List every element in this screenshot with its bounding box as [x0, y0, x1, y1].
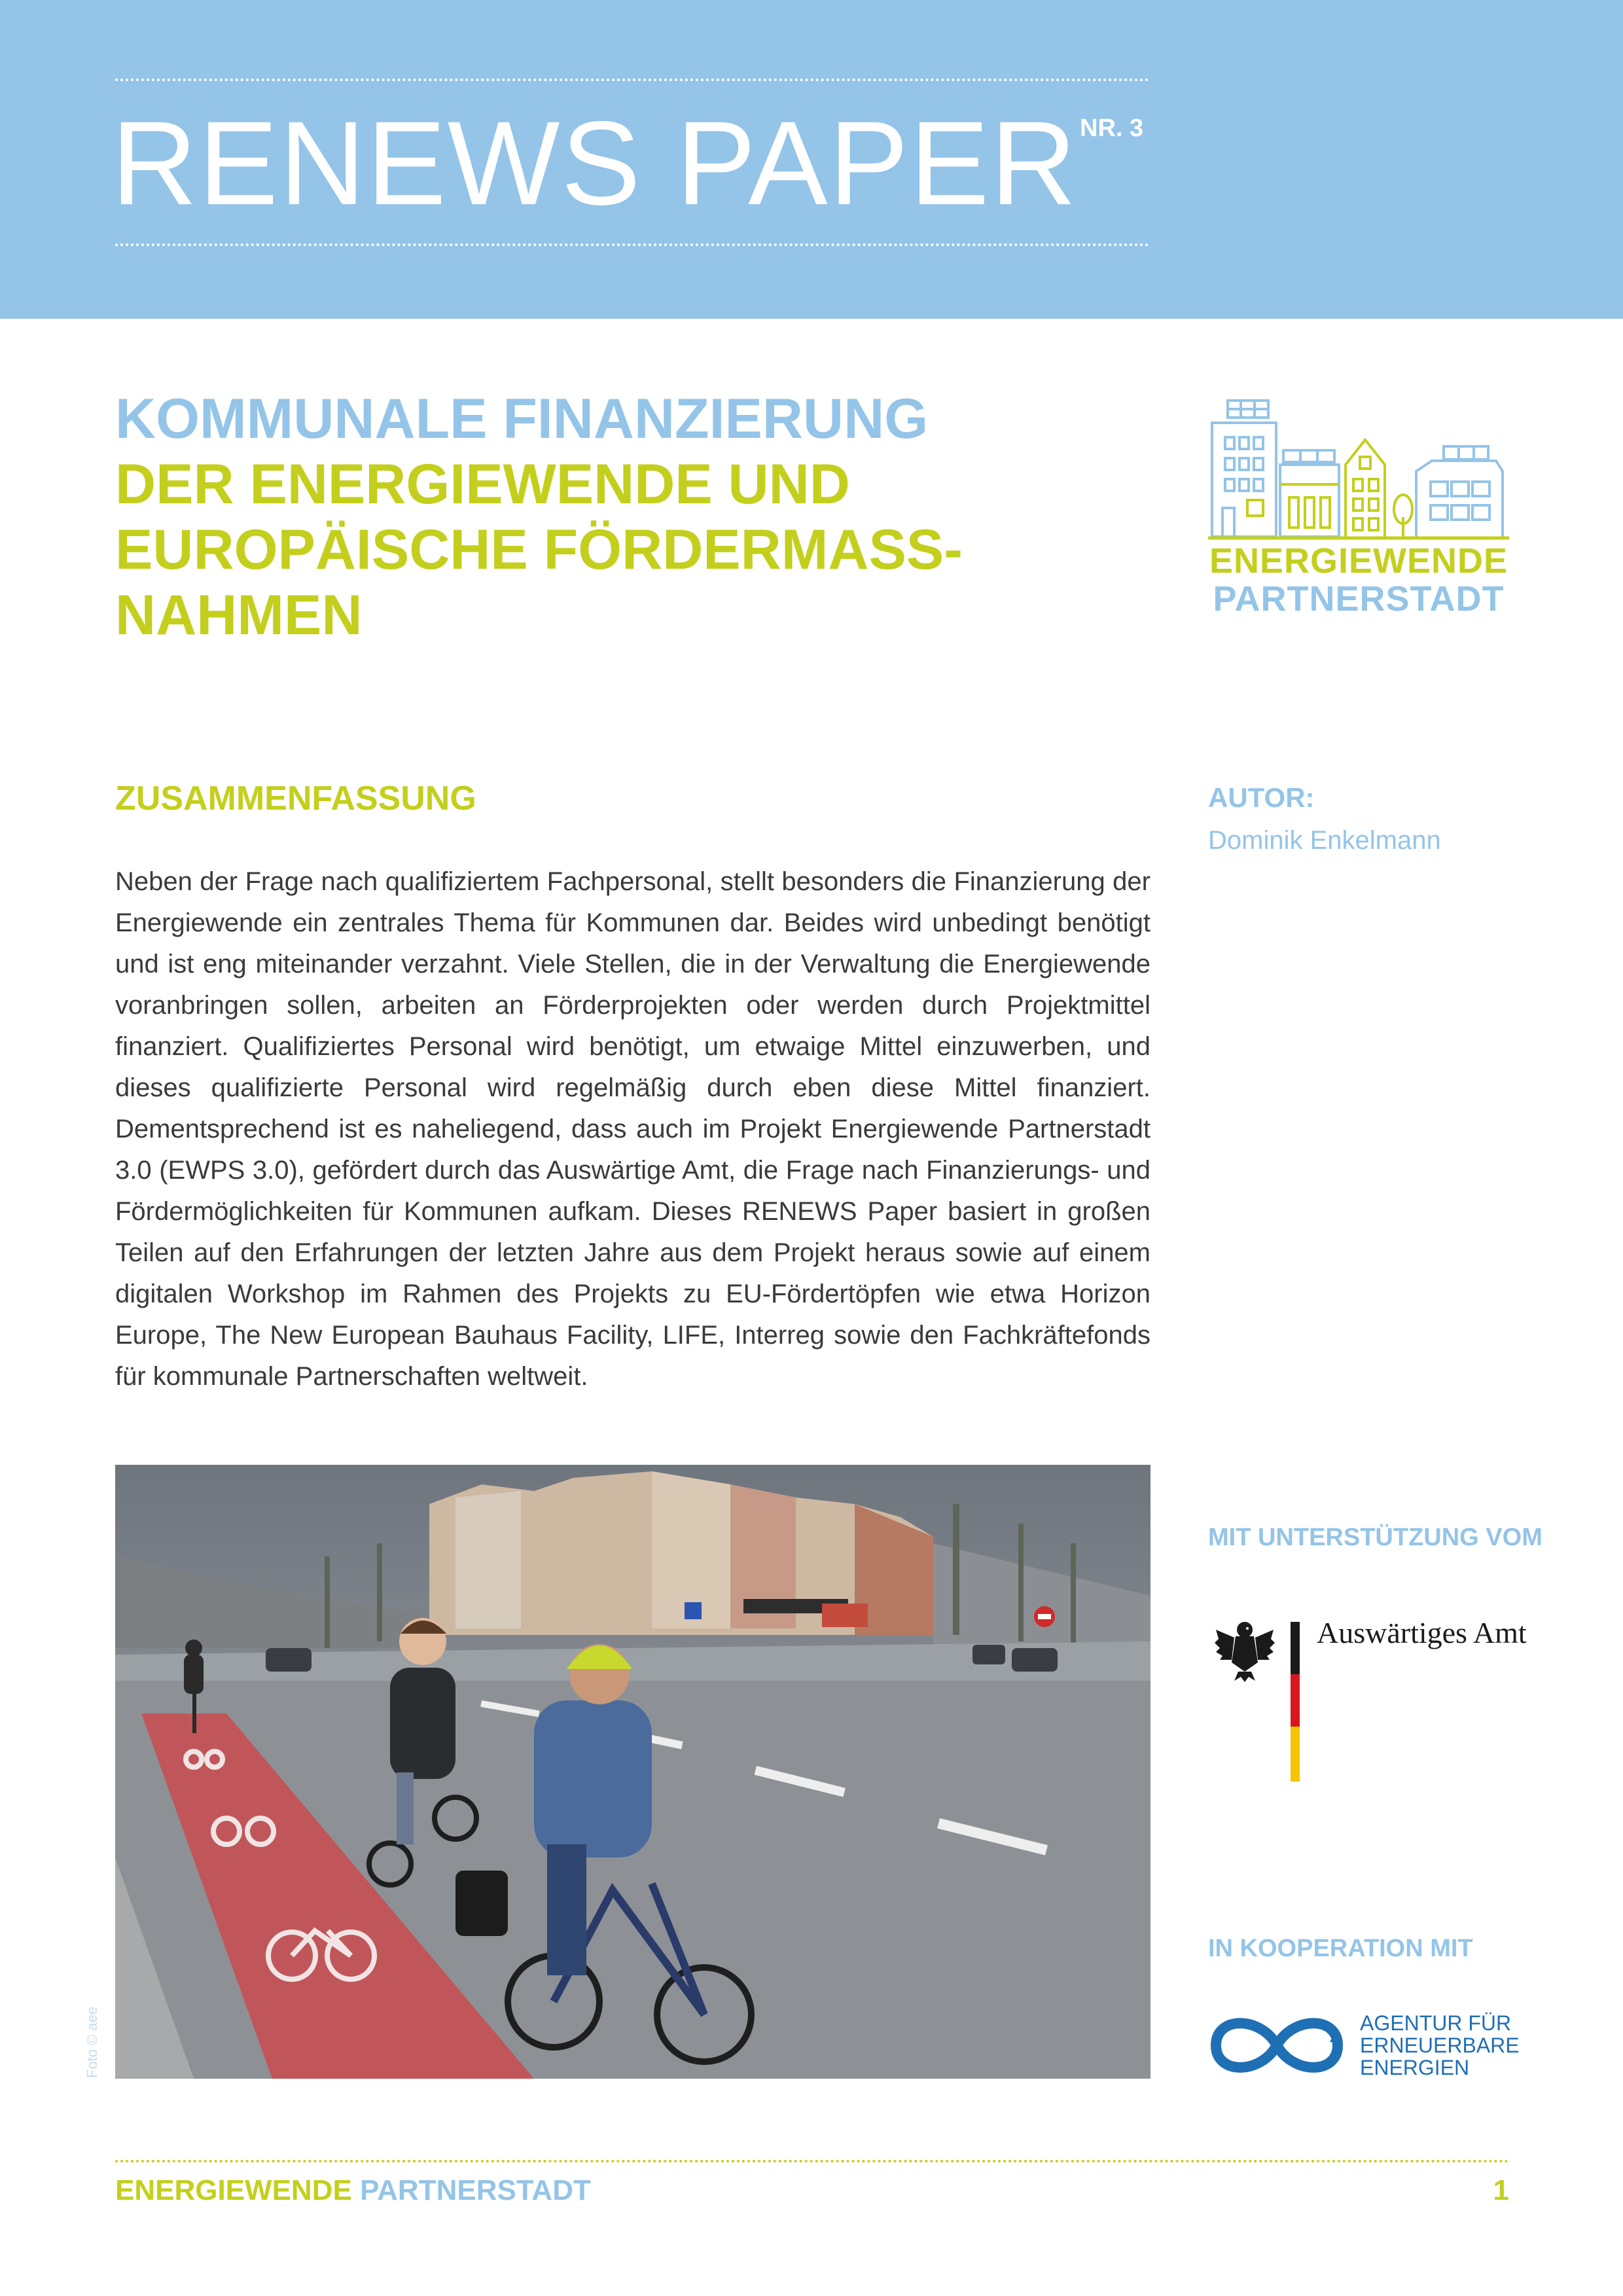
federal-eagle-icon — [1215, 1617, 1275, 1682]
masthead-divider-top — [115, 79, 1149, 81]
flag-stripe-red — [1291, 1674, 1300, 1727]
cooperation-org-line-2: ERNEUERBARE — [1360, 2034, 1520, 2057]
cooperation-org-name — [1360, 2012, 1520, 2079]
masthead-title: RENEWS PAPER — [111, 96, 1078, 230]
cooperation-org-line-3: ENERGIEN — [1360, 2056, 1470, 2079]
flag-stripe-black — [1291, 1622, 1300, 1674]
footer-divider — [115, 2160, 1509, 2162]
flag-stripe-gold — [1291, 1727, 1300, 1782]
issue-number: NR. 3 — [1080, 115, 1144, 142]
masthead-divider-bottom — [115, 243, 1149, 246]
title-line-4: NAHMEN — [115, 584, 363, 647]
infinity-logo-icon — [1208, 2009, 1346, 2081]
street-photo-illustration — [115, 1465, 1150, 2079]
cooperation-label: IN KOOPERATION MIT — [1208, 1935, 1473, 1962]
summary-heading: ZUSAMMENFASSUNG — [115, 780, 476, 817]
cooperation-org-line-1: AGENTUR FÜR — [1360, 2011, 1512, 2035]
support-label: MIT UNTERSTÜTZUNG VOM — [1208, 1524, 1543, 1551]
document-title — [115, 386, 1031, 648]
street-photo — [115, 1465, 1150, 2079]
summary-text: Neben der Frage nach qualifiziertem Fachpersonal, stellt besonders die Finanzierung der Energiewende ein zentrales Thema für Kommunen dar. Beides wird unbedingt benötigt und ist eng miteinander verzahnt. Viele Stellen, die in der Verwaltung die Energiewende voranbringen sollen, arbeiten an Förderprojekten oder werden durch Projektmittel finanziert. Qualifiziertes Personal wird benötigt, um etwaige Mittel einzuwerben, und dieses qualifizierte Personal wird regelmäßig durch eben diese Mittel finanziert. Dementsprechend ist es naheliegend, dass auch im Projekt Energiewende Partnerstadt 3.0 (EWPS 3.0), gefördert durch das Auswärtige Amt, die Frage nach Finanzierungs- und Fördermöglichkeiten für Kommunen aufkam. Dieses RENEWS Paper basiert in großen Teilen auf den Erfahrungen der letzten Jahre aus dem Projekt heraus sowie auf einem digitalen Workshop im Rahmen des Projekts zu EU-Fördertöpfen wie etwa Horizon Europe, The New European Bauhaus Facility, LIFE, Interreg sowie den Fachkräftefonds für kommunale Partnerschaften weltweit. — [115, 867, 1150, 1391]
title-line-3: EUROPÄISCHE FÖRDERMASS- — [115, 518, 963, 581]
author-name: Dominik Enkelmann — [1208, 826, 1441, 855]
page-number: 1 — [1493, 2174, 1509, 2206]
footer-brand — [115, 2174, 591, 2207]
logo-wordmark-energiewende: ENERGIEWENDE — [1209, 541, 1508, 581]
ministry-name: Auswärtiges Amt — [1317, 1616, 1527, 1649]
photo-credit: Foto © aee — [84, 2006, 100, 2078]
author-label: AUTOR: — [1208, 782, 1315, 813]
footer-brand-part-1: ENERGIEWENDE — [115, 2174, 352, 2206]
footer-brand-part-2: PARTNERSTADT — [360, 2174, 591, 2206]
title-line-1: KOMMUNALE FINANZIERUNG — [115, 387, 929, 450]
logo-wordmark-partnerstadt: PARTNERSTADT — [1213, 579, 1505, 619]
title-line-2: DER ENERGIEWENDE UND — [115, 453, 850, 516]
